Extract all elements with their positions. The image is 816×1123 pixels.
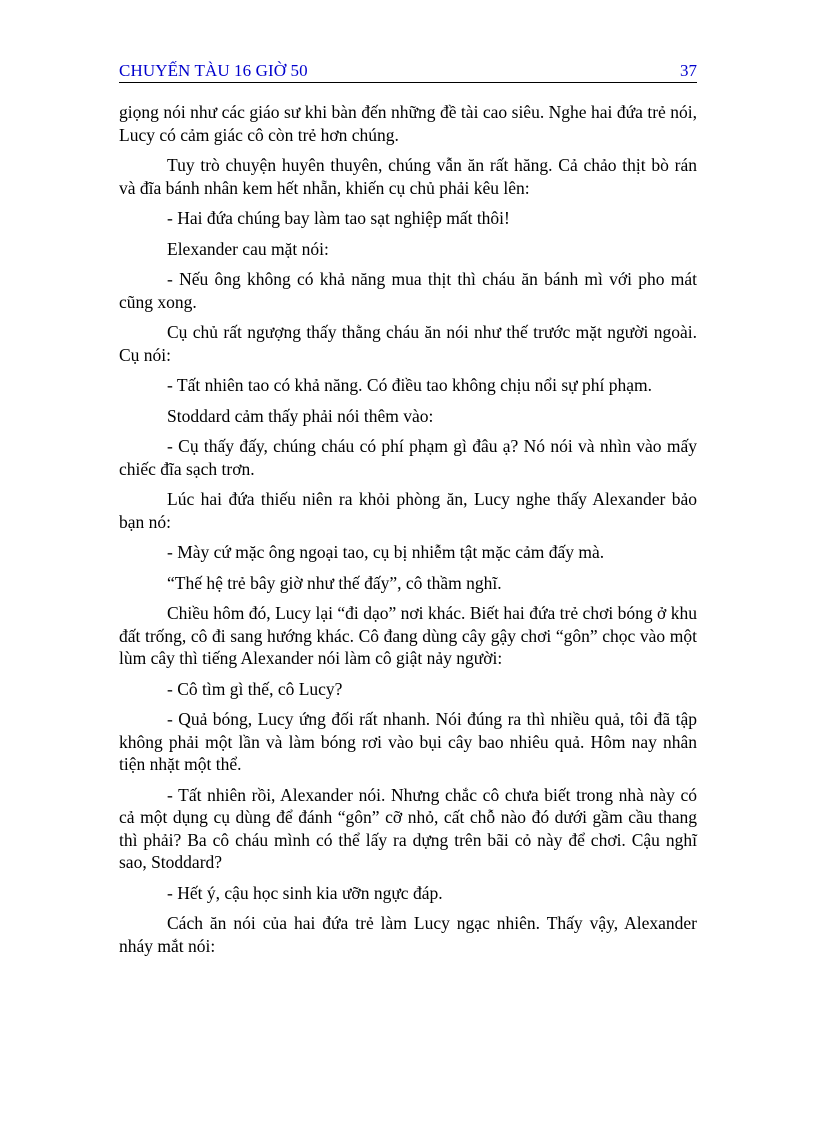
paragraph: - Hết ý, cậu học sinh kia ưỡn ngực đáp. bbox=[167, 882, 443, 903]
paragraph: - Tất nhiên tao có khả năng. Có điều tao không chịu nổi sự phí phạm. bbox=[167, 375, 652, 395]
paragraph: “Thế hệ trẻ bây giờ như thế đấy”, cô thầm nghĩ. bbox=[167, 572, 502, 593]
paragraph: Cách ăn nói của hai đứa trẻ làm Lucy ngạc nhiên. Thấy vậy, Alexander nháy mắt nói: bbox=[119, 913, 697, 956]
page-header bbox=[119, 58, 697, 83]
running-title: CHUYẾN TÀU 16 GIỜ 50 bbox=[119, 61, 308, 80]
paragraph: - Mày cứ mặc ông ngoại tao, cụ bị nhiễm tật mặc cảm đấy mà. bbox=[167, 542, 605, 562]
paragraph: - Cụ thấy đấy, chúng cháu có phí phạm gì đâu ạ? Nó nói và nhìn vào mấy chiếc đĩa sạch trơn. bbox=[119, 436, 697, 479]
paragraph: Lúc hai đứa thiếu niên ra khỏi phòng ăn, Lucy nghe thấy Alexander bảo bạn nó: bbox=[119, 489, 697, 532]
paragraph: - Tất nhiên rồi, Alexander nói. Nhưng chắc cô chưa biết trong nhà này có cả một dụng cụ dùng để đánh “gôn” cỡ nhỏ, cất chỗ nào đó dưới gầm cầu thang thì phải? Ba cô cháu mình có thể lấy ra dựng trên bãi cỏ này để chơi. Cậu nghĩ sao, Stoddard? bbox=[119, 784, 697, 872]
paragraph: giọng nói như các giáo sư khi bàn đến những đề tài cao siêu. Nghe hai đứa trẻ nói, Lucy có cảm giác cô còn trẻ hơn chúng. bbox=[119, 102, 697, 145]
paragraph: - Quả bóng, Lucy ứng đối rất nhanh. Nói đúng ra thì nhiều quả, tôi đã tập không phải một lần và làm bóng rơi vào bụi cây bao nhiêu quả. Hôm nay nhân tiện nhặt một thể. bbox=[119, 709, 697, 774]
paragraph: Stoddard cảm thấy phải nói thêm vào: bbox=[167, 405, 434, 426]
paragraph: - Nếu ông không có khả năng mua thịt thì cháu ăn bánh mì với pho mát cũng xong. bbox=[119, 269, 697, 312]
paragraph: - Hai đứa chúng bay làm tao sạt nghiệp mất thôi! bbox=[167, 208, 510, 228]
page-number: 37 bbox=[680, 61, 697, 80]
paragraph: Cụ chủ rất ngượng thấy thằng cháu ăn nói như thế trước mặt người ngoài. Cụ nói: bbox=[119, 322, 697, 365]
paragraph: Elexander cau mặt nói: bbox=[167, 238, 329, 259]
paragraph: - Cô tìm gì thế, cô Lucy? bbox=[167, 678, 343, 699]
paragraph: Chiều hôm đó, Lucy lại “đi dạo” nơi khác. Biết hai đứa trẻ chơi bóng ở khu đất trống, cô đi sang hướng khác. Cô đang dùng cây gậy chơi “gôn” chọc vào một lùm cây thì tiếng Alexander nói làm cô giật nảy người: bbox=[119, 603, 697, 668]
paragraph: Tuy trò chuyện huyên thuyên, chúng vẫn ăn rất hăng. Cả chảo thịt bò rán và đĩa bánh nhân kem hết nhẵn, khiến cụ chủ phải kêu lên: bbox=[119, 155, 697, 198]
body-text bbox=[119, 101, 697, 965]
